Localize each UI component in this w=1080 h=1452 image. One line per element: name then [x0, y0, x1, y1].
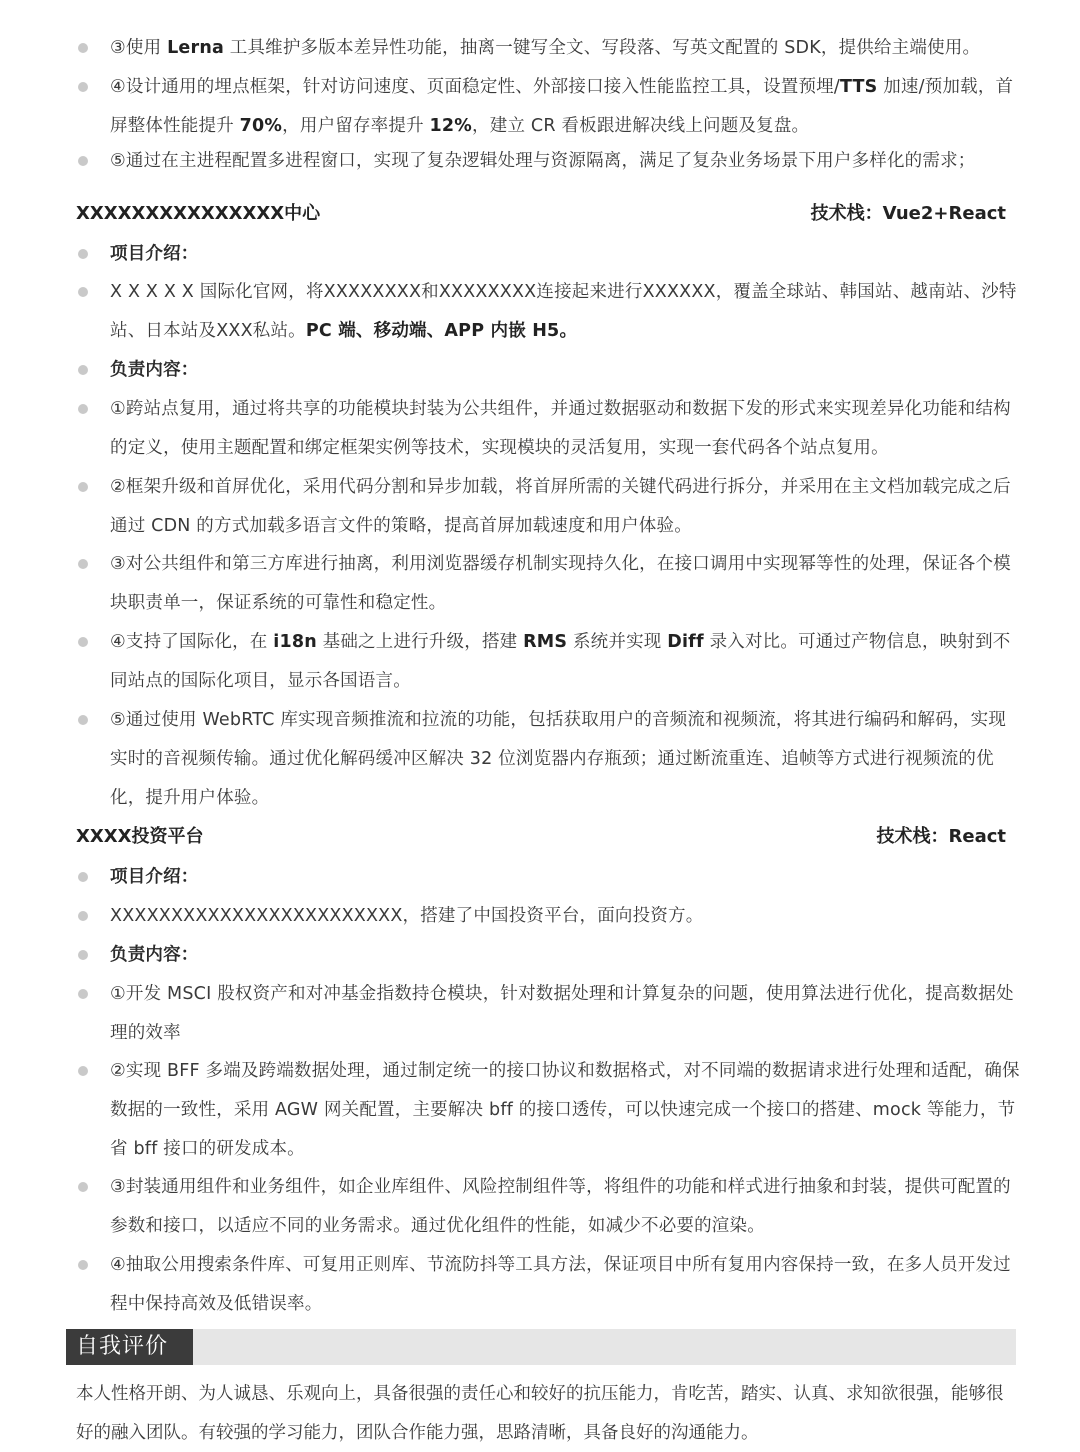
bullet-icon	[78, 715, 88, 725]
text-run: ，用户留存率提升	[282, 115, 430, 136]
bullet-icon	[78, 365, 88, 375]
bullet-icon	[78, 82, 88, 92]
text-run: ，建立 CR 看板跟进解决线上问题及复盘。	[472, 115, 810, 136]
text-run: X X X X X 国际化官网，将XXXXXXXX和XXXXXXXX连接起来进行XXXXXX，覆盖全球站、韩国站、越南站、沙特站、日本站及XXX私站。	[110, 282, 1017, 341]
text-run: ①开发 MSCI 股权资产和对冲基金指数持仓模块，针对数据处理和计算复杂的问题，使用算法进行优化，提高数据处理的效率	[110, 984, 1014, 1043]
project-header	[76, 195, 1006, 233]
text-run: ⑤通过使用 WebRTC 库实现音频推流和拉流的功能，包括获取用户的音频流和视频流，将其进行编码和解码，实现实时的音视频传输。通过优化解码缓冲区解决 32 位浏览器内存瓶颈；通过断流重连、追帧等方式进行视频流的优化，提升用户体验。	[110, 710, 1007, 808]
text-run: ③使用	[110, 38, 168, 58]
text-run: ⑤通过在主进程配置多进程窗口，实现了复杂逻辑处理与资源隔离，满足了复杂业务场景下用户多样化的需求；	[110, 151, 976, 171]
bullet-icon	[78, 637, 88, 647]
text-run: ①跨站点复用，通过将共享的功能模块封装为公共组件，并通过数据驱动和数据下发的形式来实现差异化功能和结构的定义，使用主题配置和绑定框架实例等技术，实现模块的灵活复用，实现一套代码各个站点复用。	[110, 399, 1011, 458]
text-run: 录入对比。可通过产物信息，映射到不同站点的国际化项目，显示各国语言。	[110, 632, 1011, 691]
emphasis-text: RMS	[523, 632, 568, 652]
bullet-icon	[78, 249, 88, 259]
text-run: ②实现 BFF 多端及跨端数据处理，通过制定统一的接口协议和数据格式，对不同端的数据请求进行处理和适配，确保数据的一致性，采用 AGW 网关配置，主要解决 bff 的接口透传，可以快速完成一个接口的搭建、mock 等能力，节省 bff 接口的研发成本。	[110, 1061, 1020, 1159]
list-item	[110, 468, 1020, 546]
emphasis-text: TTS	[839, 77, 878, 97]
bullet-icon	[78, 911, 88, 921]
tech-stack: 技术栈：React	[876, 826, 1006, 847]
text-run: ③封装通用组件和业务组件，如企业库组件、风险控制组件等，将组件的功能和样式进行抽象和封装，提供可配置的参数和接口，以适应不同的业务需求。通过优化组件的性能，如减少不必要的渲染。	[110, 1177, 1011, 1236]
section-label: 项目介绍：	[110, 244, 199, 264]
list-item	[110, 936, 1020, 975]
section-title: 自我评价	[66, 1329, 193, 1365]
bullet-icon	[78, 482, 88, 492]
text-run: ③对公共组件和第三方库进行抽离，利用浏览器缓存机制实现持久化，在接口调用中实现幂等性的处理，保证各个模块职责单一，保证系统的可靠性和稳定性。	[110, 554, 1011, 613]
bullet-icon	[78, 404, 88, 414]
emphasis-text: PC 端、移动端、APP 内嵌 H5。	[305, 320, 578, 341]
list-item	[110, 897, 1020, 936]
list-item	[110, 1052, 1020, 1168]
emphasis-text: Diff	[667, 632, 704, 652]
text-run: 基础之上进行升级，搭建	[316, 632, 524, 652]
list-item	[110, 1168, 1020, 1246]
list-item	[110, 29, 1020, 68]
list-item	[110, 701, 1020, 817]
bullet-icon	[78, 950, 88, 960]
bullet-icon	[78, 43, 88, 53]
project-name: XXXX投资平台	[76, 826, 204, 847]
section-label: 负责内容：	[110, 360, 199, 380]
project-name: XXXXXXXXXXXXXXX中心	[76, 203, 321, 224]
bullet-icon	[78, 287, 88, 297]
list-item	[110, 1246, 1020, 1324]
section-label: 负责内容：	[110, 945, 199, 965]
list-item	[110, 273, 1020, 351]
section-header-bar	[66, 1329, 1016, 1365]
list-item	[110, 623, 1020, 701]
emphasis-text: i18n	[273, 632, 317, 652]
bullet-icon	[78, 559, 88, 569]
list-item	[110, 142, 1020, 181]
bullet-icon	[78, 1066, 88, 1076]
list-item	[110, 351, 1020, 390]
text-run: XXXXXXXXXXXXXXXXXXXXXXXX，搭建了中国投资平台，面向投资方。	[110, 906, 704, 926]
bullet-icon	[78, 156, 88, 166]
section-label: 项目介绍：	[110, 867, 199, 887]
text-run: ④设计通用的埋点框架，针对访问速度、页面稳定性、外部接口接入性能监控工具，设置预埋/	[110, 77, 840, 97]
list-item	[110, 545, 1020, 623]
emphasis-text: 70%	[239, 115, 283, 136]
self-evaluation-text: 本人性格开朗、为人诚恳、乐观向上，具备很强的责任心和较好的抗压能力，肯吃苦，踏实、认真、求知欲很强，能够很好的融入团队。有较强的学习能力，团队合作能力强，思路清晰，具备良好的沟通能力。	[76, 1384, 1004, 1443]
text-run: ④支持了国际化，在	[110, 632, 274, 652]
tech-stack: 技术栈：Vue2+React	[810, 203, 1006, 224]
list-item	[110, 858, 1020, 897]
list-item	[110, 975, 1020, 1053]
list-item	[110, 68, 1020, 146]
emphasis-text: Lerna	[167, 38, 224, 58]
text-run: 系统并实现	[567, 632, 668, 652]
list-item	[110, 390, 1020, 468]
text-run: ②框架升级和首屏优化，采用代码分割和异步加载，将首屏所需的关键代码进行拆分，并采用在主文档加载完成之后通过 CDN 的方式加载多语言文件的策略，提高首屏加载速度和用户体验。	[110, 477, 1011, 536]
bullet-icon	[78, 1182, 88, 1192]
list-item	[110, 235, 1020, 274]
bullet-icon	[78, 989, 88, 999]
bullet-icon	[78, 1260, 88, 1270]
text-run: 工具维护多版本差异性功能，抽离一键写全文、写段落、写英文配置的 SDK，提供给主端使用。	[223, 38, 981, 58]
project-header	[76, 818, 1006, 856]
text-run: ④抽取公用搜索条件库、可复用正则库、节流防抖等工具方法，保证项目中所有复用内容保持一致，在多人员开发过程中保持高效及低错误率。	[110, 1255, 1011, 1314]
emphasis-text: 12%	[429, 115, 473, 136]
text-run: 加速/预加载，首屏整体性能提升	[110, 77, 1014, 136]
bullet-icon	[78, 872, 88, 882]
